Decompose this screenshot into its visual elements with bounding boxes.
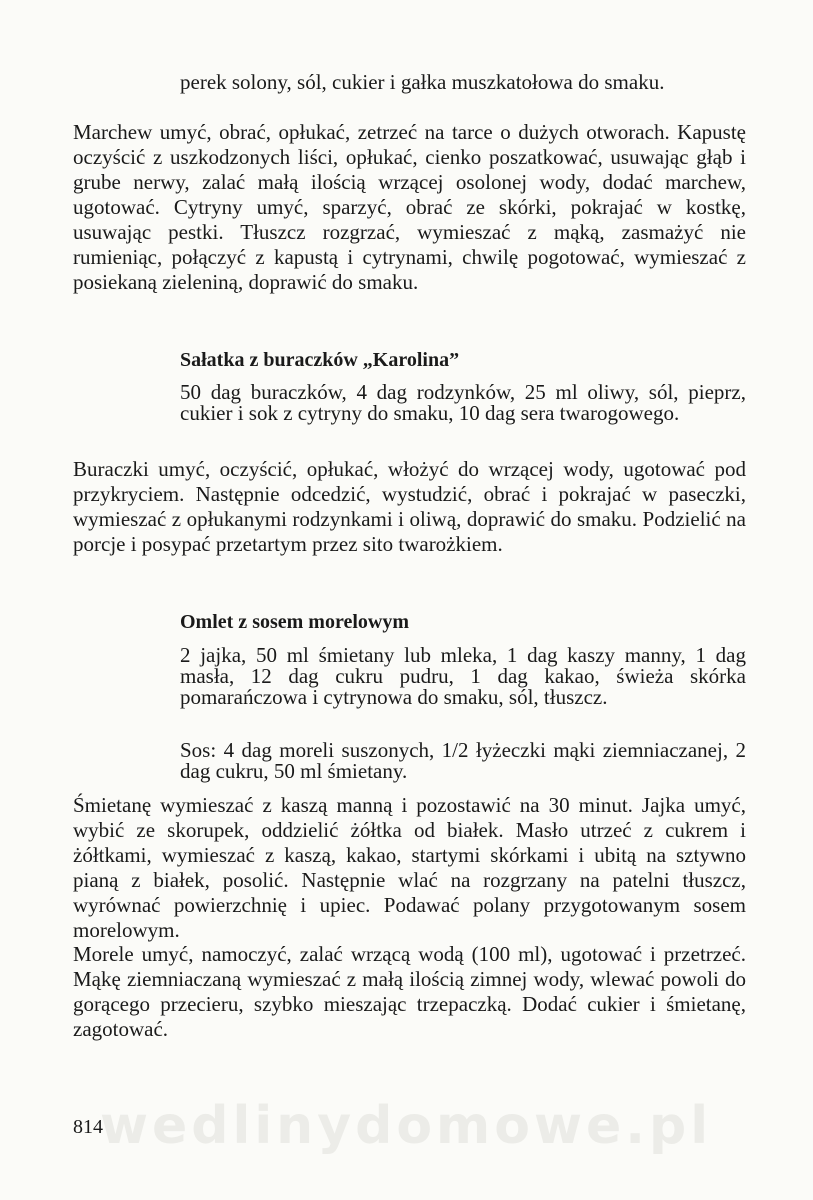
recipe-ingredients-omlet: 2 jajka, 50 ml śmietany lub mleka, 1 dag kaszy manny, 1 dag masła, 12 dag cukru pudru, 1 dag kakao, świeża skórka pomarańczowa i cytrynowa do smaku, sól, tłuszcz. [180,643,746,709]
recipe-title-salatka: Sałatka z buraczków „Karolina” [180,349,460,371]
recipe-ingredients-salatka: 50 dag buraczków, 4 dag rodzynków, 25 ml oliwy, sól, pieprz, cukier i sok z cytryny do smaku, 10 dag sera twarogowego. [180,380,746,425]
watermark: wedlinydomowe.pl [100,1096,713,1156]
recipe-sauce-omlet: Sos: 4 dag moreli suszonych, 1/2 łyżeczki mąki ziemniaczanej, 2 dag cukru, 50 ml śmietany. [180,738,746,783]
recipe-method-omlet: Śmietanę wymieszać z kaszą manną i pozostawić na 30 minut. Jajka umyć, wybić ze skorupek, oddzielić żółtka od białek. Masło utrzeć z cukrem i żółtkami, wymieszać z kaszą, kakao, startymi skórkami i ubitą na sztywno pianą z białek, posolić. Następnie wlać na rozgrzany na patelni tłuszcz, wyrównać powierzchnię i upiec. Podawać polany przygotowanym sosem morelowym. [73,793,746,942]
recipe-method-sauce: Morele umyć, namoczyć, zalać wrzącą wodą (100 ml), ugotować i przetrzeć. Mąkę ziemniaczaną wymieszać z małą ilością zimnej wody, wlewać powoli do gorącego przecieru, szybko mieszając trzepaczką. Dodać cukier i śmietanę, zagotować. [73,942,746,1041]
recipe-title-omlet: Omlet z sosem morelowym [180,611,410,633]
page-number: 814 [73,1116,103,1138]
recipe-method-salatka: Buraczki umyć, oczyścić, opłukać, włożyć do wrzącej wody, ugotować pod przykryciem. Następnie odcedzić, wystudzić, obrać i pokrajać w paseczki, wymieszać z opłukanymi rodzynkami i oliwą, doprawić do smaku. Podzielić na porcje i posypać przetartym przez sito twarożkiem. [73,457,746,556]
intro-ingredients: perek solony, sól, cukier i gałka muszkatołowa do smaku. [180,70,665,94]
intro-method: Marchew umyć, obrać, opłukać, zetrzeć na tarce o dużych otworach. Kapustę oczyścić z uszkodzonych liści, opłukać, cienko poszatkować, usuwając głąb i grube nerwy, zalać małą ilością wrzącej osolonej wody, dodać marchew, ugotować. Cytryny umyć, sparzyć, obrać ze skórki, pokrajać w kostkę, usuwając pestki. Tłuszcz rozgrzać, wymieszać z mąką, zasmażyć nie rumieniąc, połączyć z kapustą i cytrynami, chwilę pogotować, wymieszać z posiekaną zieleniną, doprawić do smaku. [73,120,746,294]
